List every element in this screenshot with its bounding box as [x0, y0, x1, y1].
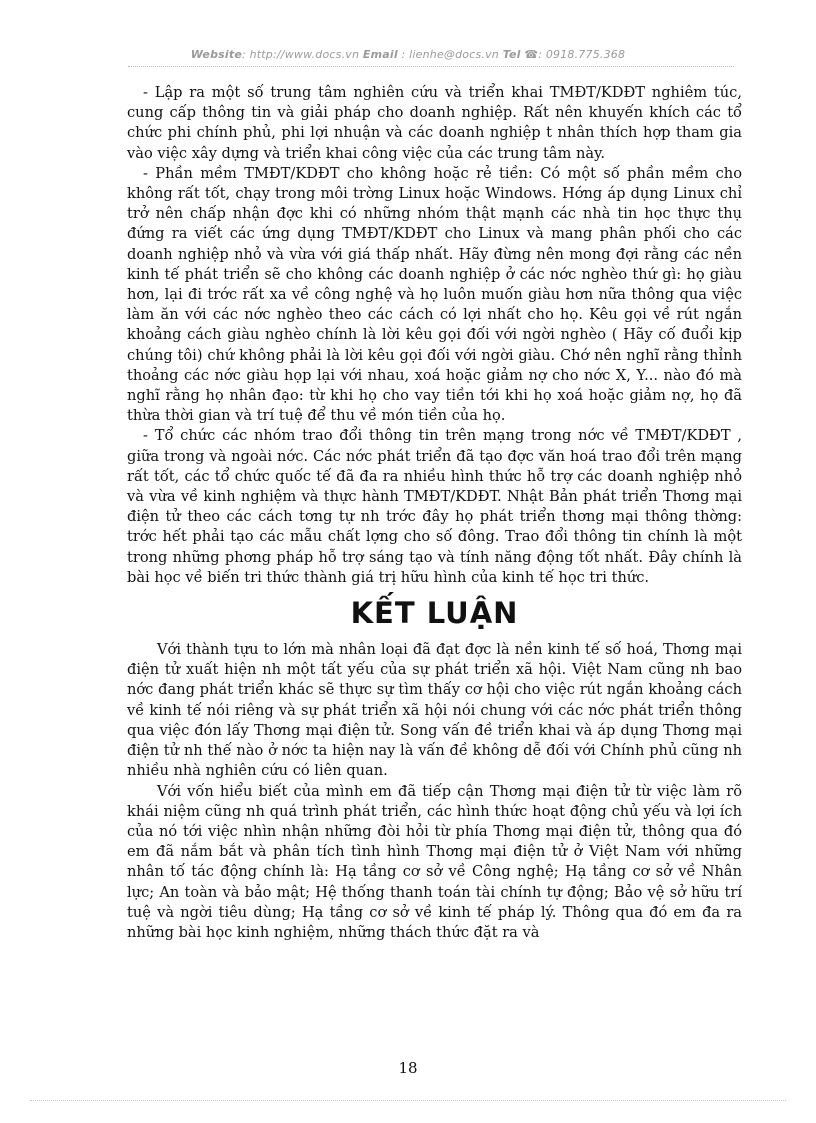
header-divider	[128, 66, 734, 67]
paragraph-research-centers: - Lập ra một số trung tâm nghiên cứu và triển khai TMĐT/KDĐT nghiêm túc, cung cấp thông tin và giải pháp cho doanh nghiệp. Rất nên khuyến khích các tổ chức phi chính phủ, phi lợi nhuận và các doanh nghiệp t nhân thích hợp tham gia vào việc xây dựng và triển khai công việc của các trung tâm này.	[127, 84, 742, 162]
email-label: Email	[362, 48, 398, 61]
section-heading-conclusion: KẾT LUẬN	[350, 596, 519, 631]
website-value: : http://www.docs.vn	[242, 48, 360, 61]
page-number: 18	[398, 1059, 418, 1077]
website-label: Website	[190, 48, 242, 61]
paragraph-conclusion-2: Với vốn hiểu biết của mình em đã tiếp cận Thơng mại điện tử từ việc làm rõ khái niệm cũng nh quá trình phát triển, các hình thức hoạt động chủ yếu và lợi ích của nó tới việc nhìn nhận những đòi hỏi từ phía Thơng mại điện tử, thông qua đó em đã nắm bắt và phân tích tình hình Thơng mại điện tử ở Việt Nam với những nhân tố tác động chính là: Hạ tầng cơ sở về Công nghệ; Hạ tầng cơ sở về Nhân lực; An toàn và bảo mật; Hệ thống thanh toán tài chính tự động; Bảo vệ sở hữu trí tuệ và ngời tiêu dùng; Hạ tầng cơ sở về kinh tế pháp lý. Thông qua đó em đa ra những bài học kinh nghiệm, những thách thức đặt ra và	[127, 782, 742, 941]
phone-icon: ☎	[524, 48, 539, 61]
tel-label: Tel	[502, 48, 521, 61]
page-content	[127, 83, 742, 943]
paragraph-online-groups: - Tổ chức các nhóm trao đổi thông tin trên mạng trong nớc về TMĐT/KDĐT , giữa trong và ngoài nớc. Các nớc phát triển đã tạo đợc văn hoá trao đổi trên mạng rất tốt, các tổ chức quốc tế đã đa ra nhiều hình thức hỗ trợ các doanh nghiệp nhỏ và vừa về kinh nghiệm và thực hành TMĐT/KDĐT. Nhật Bản phát triển Thơng mại điện tử theo các cách tơng tự nh trớc đây họ phát triển thơng mại thông thờng: trớc hết phải tạo các mẫu chất lợng cho số đông. Trao đổi thông tin chính là một trong những phơng pháp hỗ trợ sáng tạo và tính năng động tốt nhất. Đây chính là bài học về biến tri thức thành giá trị hữu hình của kinh tế học tri thức.	[127, 427, 742, 586]
footer-divider	[30, 1100, 786, 1101]
paragraph-conclusion-1: Với thành tựu to lớn mà nhân loại đã đạt đợc là nền kinh tế số hoá, Thơng mại điện tử xuất hiện nh một tất yếu của sự phát triển xã hội. Việt Nam cũng nh bao nớc đang phát triển khác sẽ thực sự tìm thấy cơ hội cho việc rút ngắn khoảng cách về kinh tế nói riêng và sự phát triển xã hội nói chung với các nớc phát triển thông qua việc đón lấy Thơng mại điện tử. Song vấn đề triển khai và áp dụng Thơng mại điện tử nh thế nào ở nớc ta hiện nay là vấn đề không dễ đối với Chính phủ cũng nh nhiều nhà nghiên cứu có liên quan.	[127, 641, 742, 780]
page-header	[0, 48, 816, 61]
email-value: : lienhe@docs.vn	[401, 48, 499, 61]
paragraph-software: - Phần mềm TMĐT/KDĐT cho không hoặc rẻ tiền: Có một số phần mềm cho không rất tốt, chạy trong môi trờng Linux hoặc Windows. Hớng áp dụng Linux chỉ trở nên chấp nhận đợc khi có những nhóm thật mạnh các nhà tin học thực thụ đứng ra viết các ứng dụng TMĐT/KDĐT cho Linux và mang phân phối cho các doanh nghiệp nhỏ và vừa với giá thấp nhất. Hãy đừng nên mong đợi rằng các nền kinh tế phát triển sẽ cho không các doanh nghiệp ở các nớc nghèo thứ gì: họ giàu hơn, lại đi trớc rất xa về công nghệ và họ luôn muốn giàu hơn nữa thông qua việc làm ăn với các nớc nghèo theo các cách có lợi nhất cho họ. Kêu gọi về rút ngắn khoảng cách giàu nghèo chính là lời kêu gọi đối với ngời nghèo ( Hãy cố đuổi kịp chúng tôi) chứ không phải là lời kêu gọi đối với ngời giàu. Chớ nên nghĩ rằng thỉnh thoảng các nớc giàu họp lại với nhau, xoá hoặc giảm nợ cho nớc X, Y... nào đó mà nghĩ rằng họ nhân đạo: từ khi họ cho vay tiền tới khi họ xoá hoặc giảm nợ, họ đã thừa thời gian và trí tuệ để thu về món tiền của họ.	[127, 164, 742, 425]
tel-value: : 0918.775.368	[538, 48, 626, 61]
